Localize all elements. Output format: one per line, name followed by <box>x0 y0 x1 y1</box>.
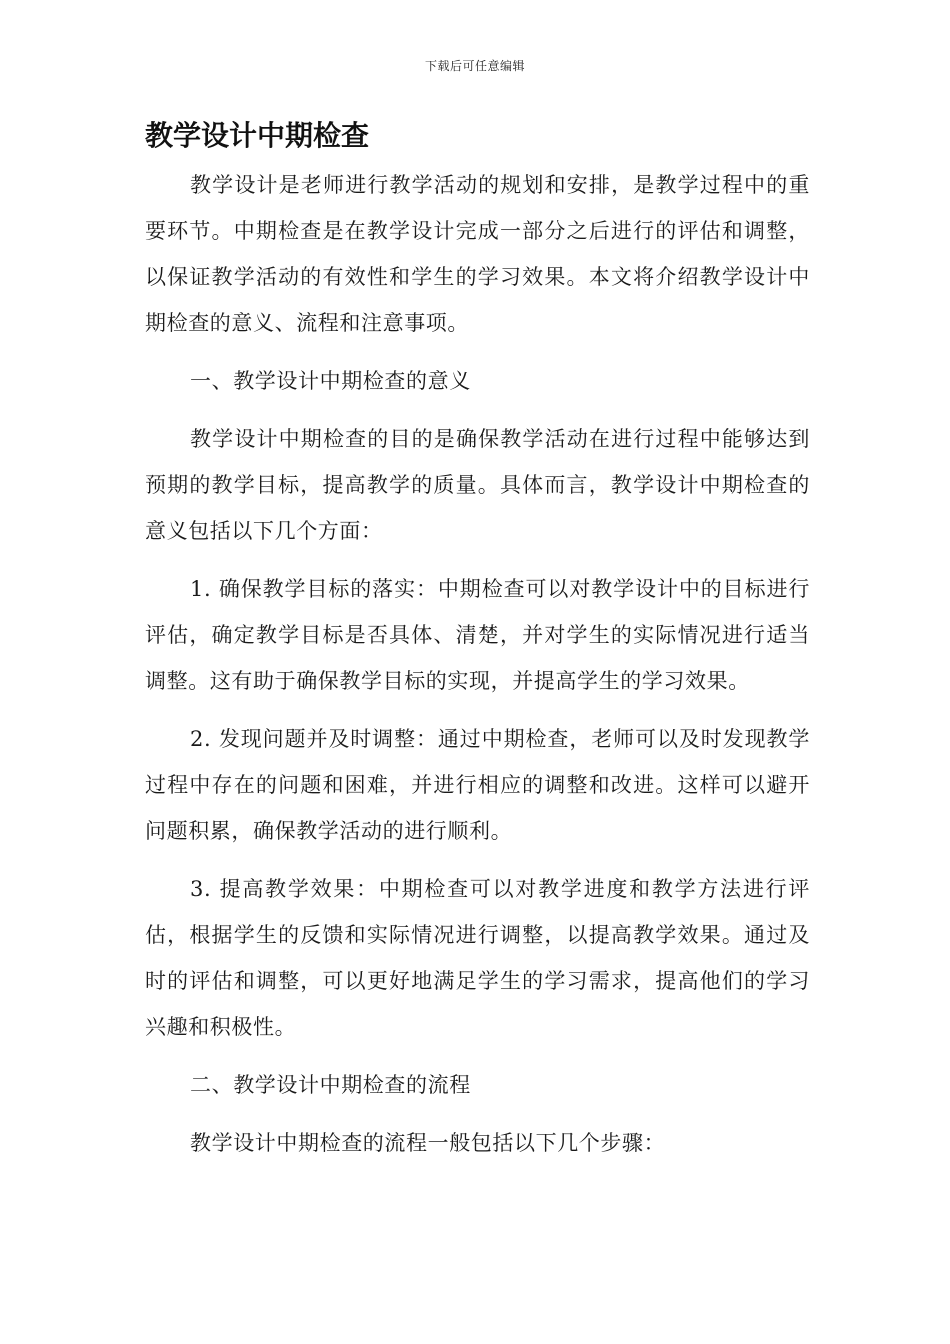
significance-paragraph: 教学设计中期检查的目的是确保教学活动在进行过程中能够达到预期的教学目标，提高教学的质量。具体而言，教学设计中期检查的意义包括以下几个方面： <box>145 427 810 543</box>
section-heading-process: 二、教学设计中期检查的流程 <box>190 1073 471 1097</box>
document-title: 教学设计中期检查 <box>145 119 370 152</box>
section-heading-significance: 一、教学设计中期检查的意义 <box>190 369 471 393</box>
header-note: 下载后可任意编辑 <box>424 59 525 73</box>
process-paragraph: 教学设计中期检查的流程一般包括以下几个步骤： <box>190 1131 666 1155</box>
list-item-2: 2. 发现问题并及时调整：通过中期检查，老师可以及时发现教学过程中存在的问题和困难，并进行相应的调整和改进。这样可以避开问题积累，确保教学活动的进行顺利。 <box>145 727 810 843</box>
list-item-1: 1. 确保教学目标的落实：中期检查可以对教学设计中的目标进行评估，确定教学目标是否具体、清楚，并对学生的实际情况进行适当调整。这有助于确保教学目标的实现，并提高学生的学习效果。 <box>145 577 810 693</box>
intro-paragraph: 教学设计是老师进行教学活动的规划和安排，是教学过程中的重要环节。中期检查是在教学设计完成一部分之后进行的评估和调整，以保证教学活动的有效性和学生的学习效果。本文将介绍教学设计中期检查的意义、流程和注意事项。 <box>145 173 810 335</box>
list-item-3: 3. 提高教学效果：中期检查可以对教学进度和教学方法进行评估，根据学生的反馈和实际情况进行调整，以提高教学效果。通过及时的评估和调整，可以更好地满足学生的学习需求，提高他们的学习兴趣和积极性。 <box>145 877 810 1039</box>
document-body <box>145 162 810 1178</box>
